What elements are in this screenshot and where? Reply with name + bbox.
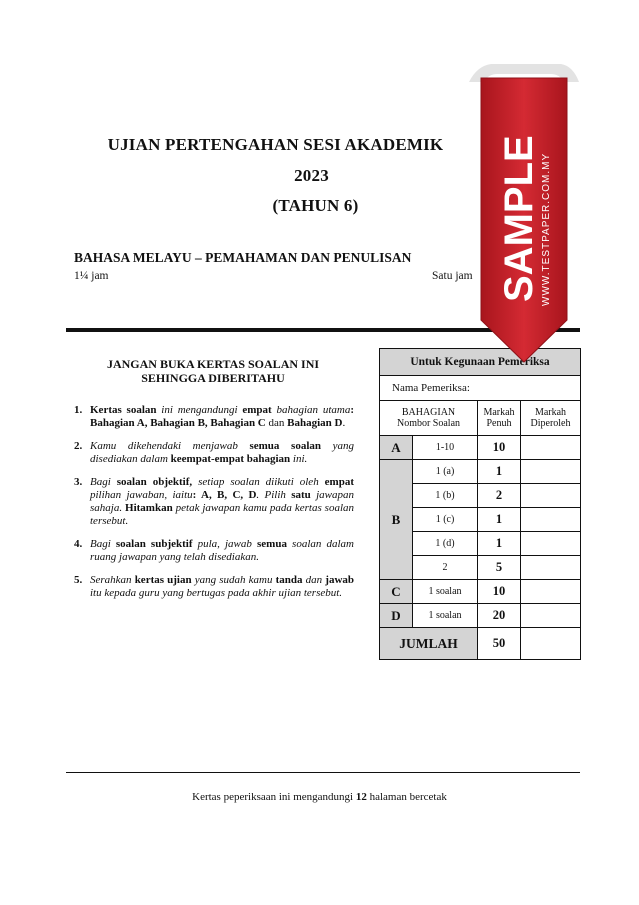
instruction-item — [74, 476, 354, 528]
instruction-text: soalan objektif, — [116, 476, 193, 488]
instruction-number: 3. — [74, 476, 83, 488]
instruction-text: . — [342, 417, 346, 429]
instruction-text: yang sudah kamu — [191, 574, 276, 586]
instruction-number: 5. — [74, 574, 83, 586]
instruction-text: jawab — [325, 574, 355, 586]
full-mark: 1 — [478, 508, 521, 532]
instruction-text: pilihan jawaban, iaitu — [90, 489, 193, 501]
marks-table-header: Untuk Kegunaan Pemeriksa — [380, 349, 581, 376]
instruction-text: kertas ujian — [134, 574, 192, 586]
obtained-mark-cell — [521, 604, 581, 628]
page-count: 12 — [355, 791, 367, 803]
obtained-mark-cell — [521, 460, 581, 484]
section-label: D — [380, 604, 413, 628]
instruction-text: keempat-empat bahagian — [170, 453, 291, 465]
obtained-mark-cell — [521, 580, 581, 604]
divider — [66, 772, 580, 773]
instruction-text: Serahkan — [90, 574, 135, 586]
instruction-text: : Bahagian A, Bahagian B, Bahagian C — [90, 404, 354, 429]
question-number: 1 soalan — [413, 580, 478, 604]
exam-title: UJIAN PERTENGAHAN SESI AKADEMIK — [107, 135, 444, 154]
instruction-item — [74, 538, 354, 564]
instruction-text: : A, B, C, D — [192, 489, 257, 501]
total-row — [380, 628, 581, 660]
obtained-mark-cell — [521, 532, 581, 556]
full-mark: 20 — [478, 604, 521, 628]
exam-grade: (TAHUN 6) — [272, 196, 359, 215]
instruction-number: 1. — [74, 404, 83, 416]
table-row — [380, 604, 581, 628]
obtained-mark-cell — [521, 556, 581, 580]
sample-watermark-ribbon — [469, 62, 579, 380]
instruction-text: dan — [265, 417, 288, 429]
instruction-text: soalan dalam ruang jawapan yang telah disediakan. — [90, 538, 354, 563]
full-mark: 5 — [478, 556, 521, 580]
footer-text: halaman bercetak — [366, 791, 447, 803]
instruction-text: jawapan sahaja. — [90, 489, 354, 514]
instruction-text: bahagian utama — [271, 404, 351, 416]
section-label: B — [380, 460, 413, 580]
instruction-text: pula, jawab — [192, 538, 257, 550]
instruction-text: dan — [302, 574, 326, 586]
total-label: JUMLAH — [380, 628, 478, 660]
section-label: A — [380, 436, 413, 460]
instruction-item — [74, 440, 354, 466]
instructions-list — [74, 404, 354, 610]
instruction-text: satu — [291, 489, 311, 501]
duration-numeric: 1¼ jam — [74, 270, 109, 282]
full-mark: 10 — [478, 580, 521, 604]
instruction-text: Kertas soalan — [90, 404, 157, 416]
instruction-text: . Pilih — [256, 489, 292, 501]
instruction-text: empat — [324, 476, 354, 488]
question-number: 1 (b) — [413, 484, 478, 508]
examiner-name-field: Nama Pemeriksa: — [380, 376, 581, 401]
instruction-text: empat — [242, 404, 272, 416]
table-row — [380, 436, 581, 460]
instruction-number: 2. — [74, 440, 83, 452]
instruction-text: Hitamkan — [125, 502, 173, 514]
column-header-section — [380, 401, 478, 436]
instruction-number: 4. — [74, 538, 83, 550]
instruction-text: soalan subjektif — [115, 538, 193, 550]
obtained-mark-cell — [521, 484, 581, 508]
warning-line: JANGAN BUKA KERTAS SOALAN INI — [106, 357, 320, 371]
page-count-note — [0, 791, 639, 803]
instruction-text: setiap soalan diikuti oleh — [192, 476, 325, 488]
instruction-text: petak jawapan kamu pada kertas soalan tersebut. — [90, 502, 354, 527]
instruction-text: semua soalan — [249, 440, 321, 452]
question-number: 1 soalan — [413, 604, 478, 628]
instruction-text: ini. — [290, 453, 308, 465]
instruction-text: Bagi — [90, 538, 116, 550]
warning-line: SEHINGGA DIBERITAHU — [141, 371, 285, 385]
exam-year: 2023 — [294, 166, 329, 185]
instruction-text: itu kepada guru yang bertugas pada akhir ujian tersebut. — [90, 587, 343, 599]
watermark-sample-text: SAMPLE — [497, 135, 541, 302]
question-number: 1 (d) — [413, 532, 478, 556]
instruction-item — [74, 574, 354, 600]
question-number: 1-10 — [413, 436, 478, 460]
instruction-text: Kamu dikehendaki menjawab — [90, 440, 250, 452]
full-mark: 10 — [478, 436, 521, 460]
instruction-text: Bagi — [90, 476, 117, 488]
instruction-text: Bahagian D — [287, 417, 343, 429]
instruction-text: tanda — [275, 574, 303, 586]
obtained-mark-cell — [521, 436, 581, 460]
column-header-label: BAHAGIAN — [401, 407, 456, 418]
question-number: 1 (a) — [413, 460, 478, 484]
full-mark: 1 — [478, 532, 521, 556]
marks-table — [379, 348, 581, 660]
instruction-text: ini mengandungi — [156, 404, 243, 416]
question-number: 1 (c) — [413, 508, 478, 532]
subject-name: BAHASA MELAYU – PEMAHAMAN DAN PENULISAN — [74, 250, 412, 265]
instruction-text: semua — [257, 538, 287, 550]
total-full-mark: 50 — [478, 628, 521, 660]
full-mark: 2 — [478, 484, 521, 508]
instruction-item — [74, 404, 354, 430]
table-row — [380, 460, 581, 484]
obtained-mark-cell — [521, 508, 581, 532]
question-number: 2 — [413, 556, 478, 580]
table-row — [380, 580, 581, 604]
column-header-obtained: Markah Diperoleh — [521, 401, 581, 436]
duration-text: Satu jam — [432, 270, 473, 282]
full-mark: 1 — [478, 460, 521, 484]
total-obtained-cell — [521, 628, 581, 660]
column-header-full: Markah Penuh — [478, 401, 521, 436]
column-header-label: Nombor Soalan — [396, 418, 461, 429]
section-label: C — [380, 580, 413, 604]
instruction-text: yang disediakan dalam — [90, 440, 354, 465]
watermark-url-text: WWW.TESTPAPER.COM.MY — [541, 152, 552, 306]
footer-text: Kertas peperiksaan ini mengandungi — [192, 791, 356, 803]
warning-notice — [74, 357, 352, 385]
